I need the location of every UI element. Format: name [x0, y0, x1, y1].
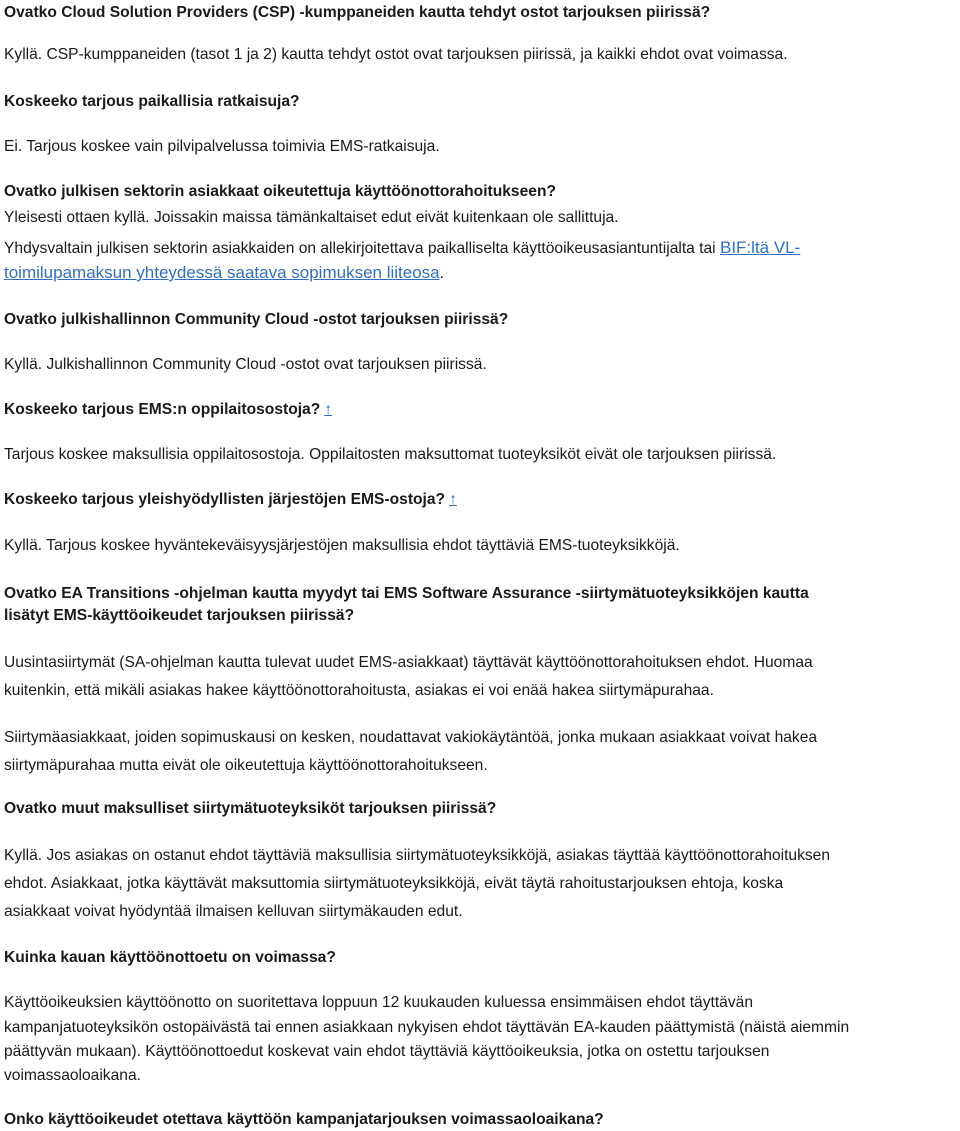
contract-attachment-link-part1[interactable]: BIF:ltä VL- [719, 238, 801, 257]
faq-answer-duration-4: voimassaoloaikana. [4, 1067, 141, 1084]
faq-question-csp: Ovatko Cloud Solution Providers (CSP) -kumppaneiden kautta tehdyt ostot tarjouksen piirissä? [4, 4, 711, 21]
faq-answer-public-sector-2-text: Yhdysvaltain julkisen sektorin asiakkaiden on allekirjoitettava paikalliselta käyttöoikeusasiantuntijalta tai [4, 240, 716, 257]
faq-answer-ea-transitions-4: siirtymäpurahaa mutta eivät ole oikeutettuja käyttöönottorahoitukseen. [4, 757, 488, 774]
faq-question-activation-period: Onko käyttöoikeudet otettava käyttöön kampanjatarjouksen voimassaoloaikana? [4, 1111, 604, 1128]
faq-question-duration: Kuinka kauan käyttöönottoetu on voimassa? [4, 949, 336, 966]
faq-answer-duration-1: Käyttöoikeuksien käyttöönotto on suoritettava loppuun 12 kuukauden kuluessa ensimmäisen ehdot täyttävän [4, 994, 753, 1011]
faq-answer-other-transitions-1: Kyllä. Jos asiakas on ostanut ehdot täyttäviä maksullisia siirtymätuoteyksikköjä, asiakas täyttää käyttöönottorahoituksen [4, 847, 831, 864]
faq-answer-public-sector-1: Yleisesti ottaen kyllä. Joissakin maissa tämänkaltaiset edut eivät kuitenkaan ole sallittuja. [4, 209, 619, 226]
faq-question-education-text: Koskeeko tarjous EMS:n oppilaitosostoja? [4, 401, 321, 418]
faq-question-ea-transitions-1: Ovatko EA Transitions -ohjelman kautta myydyt tai EMS Software Assurance -siirtymätuoteyksikköjen kautta [4, 585, 809, 602]
faq-question-ea-transitions-2: lisätyt EMS-käyttöoikeudet tarjouksen piirissä? [4, 607, 355, 624]
faq-answer-public-sector-period: . [439, 265, 444, 282]
faq-question-nonprofit [4, 490, 457, 510]
faq-answer-nonprofit: Kyllä. Tarjous koskee hyväntekeväisyysjärjestöjen maksullisia ehdot täyttäviä EMS-tuoteyksikköjä. [4, 537, 680, 554]
faq-answer-ea-transitions-2: kuitenkin, että mikäli asiakas hakee käyttöönottorahoitusta, asiakas ei voi enää hakea siirtymäpurahaa. [4, 682, 714, 699]
faq-answer-public-sector-2 [4, 238, 800, 259]
faq-question-other-transitions: Ovatko muut maksulliset siirtymätuoteyksiköt tarjouksen piirissä? [4, 800, 497, 817]
faq-answer-on-premises: Ei. Tarjous koskee vain pilvipalvelussa toimivia EMS-ratkaisuja. [4, 138, 440, 155]
back-to-top-link[interactable]: ↑ [324, 401, 333, 418]
faq-answer-duration-3: päättyvän mukaan). Käyttöönottoedut koskevat vain ehdot täyttäviä käyttöoikeuksia, jotka on ostettu tarjouksen [4, 1043, 770, 1060]
faq-question-education [4, 400, 332, 420]
faq-answer-other-transitions-3: asiakkaat voivat hyödyntää ilmaisen kelluvan siirtymäkauden edut. [4, 903, 463, 920]
faq-answer-education: Tarjous koskee maksullisia oppilaitosostoja. Oppilaitosten maksuttomat tuoteyksiköt eivät ole tarjouksen piirissä. [4, 446, 777, 463]
faq-question-nonprofit-text: Koskeeko tarjous yleishyödyllisten järjestöjen EMS-ostoja? [4, 491, 446, 508]
faq-answer-ea-transitions-1: Uusintasiirtymät (SA-ohjelman kautta tulevat uudet EMS-asiakkaat) täyttävät käyttöönottorahoituksen ehdot. Huomaa [4, 654, 813, 671]
faq-question-community-cloud: Ovatko julkishallinnon Community Cloud -ostot tarjouksen piirissä? [4, 311, 509, 328]
faq-answer-other-transitions-2: ehdot. Asiakkaat, jotka käyttävät maksuttomia siirtymätuoteyksikköjä, eivät täytä rahoitustarjouksen ehtoja, koska [4, 875, 784, 892]
faq-answer-ea-transitions-3: Siirtymäasiakkaat, joiden sopimuskausi on kesken, noudattavat vakiokäytäntöä, jonka mukaan asiakkaat voivat hakea [4, 729, 818, 746]
back-to-top-link[interactable]: ↑ [449, 491, 457, 508]
contract-attachment-link-part2[interactable]: toimilupamaksun yhteydessä saatava sopimuksen liiteosa [4, 263, 440, 282]
faq-answer-duration-2: kampanjatuoteyksikön ostopäivästä tai ennen asiakkaan nykyisen ehdot täyttävän EA-kauden päättymistä (näistä aiemmin [4, 1019, 850, 1036]
faq-question-on-premises: Koskeeko tarjous paikallisia ratkaisuja? [4, 93, 300, 110]
faq-answer-public-sector-3 [4, 263, 444, 284]
faq-question-public-sector: Ovatko julkisen sektorin asiakkaat oikeutettuja käyttöönottorahoitukseen? [4, 183, 556, 200]
faq-answer-community-cloud: Kyllä. Julkishallinnon Community Cloud -ostot ovat tarjouksen piirissä. [4, 356, 487, 373]
faq-answer-csp: Kyllä. CSP-kumppaneiden (tasot 1 ja 2) kautta tehdyt ostot ovat tarjouksen piirissä, ja kaikki ehdot ovat voimassa. [4, 46, 788, 63]
